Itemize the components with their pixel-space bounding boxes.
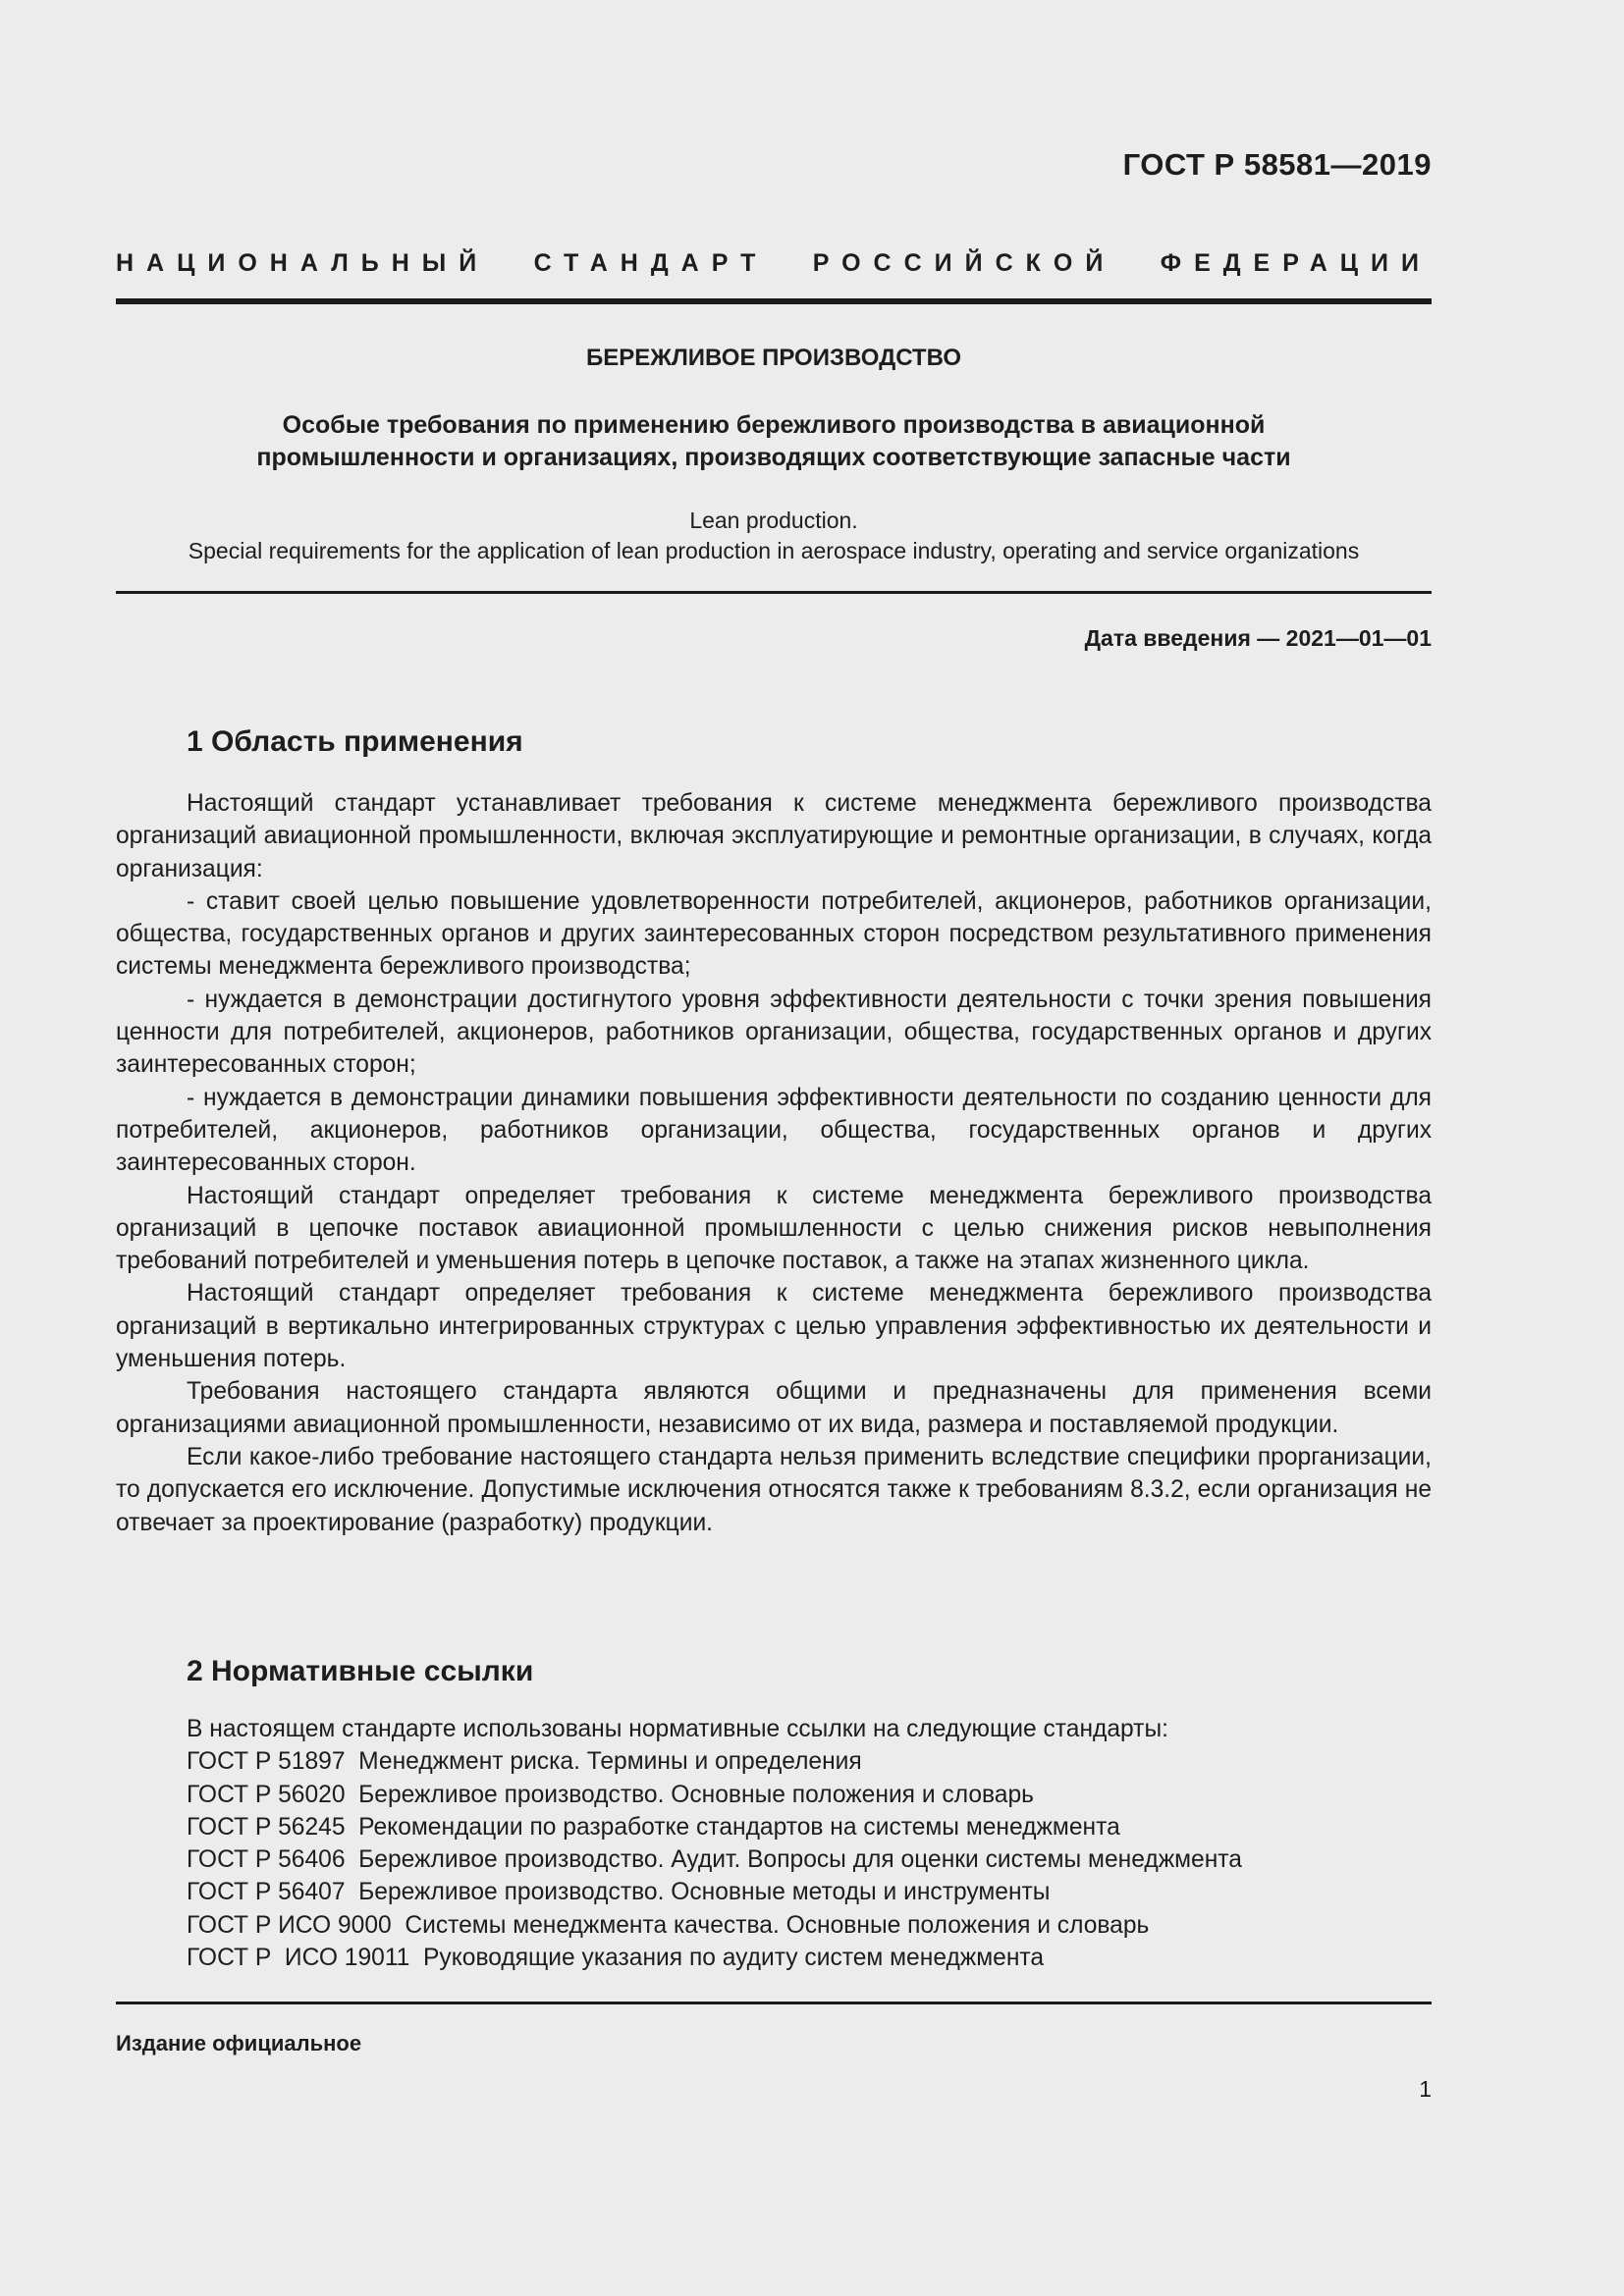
national-standard-banner — [116, 249, 1432, 278]
reference-item: ГОСТ Р ИСО 19011 Руководящие указания по аудиту систем менеджмента — [187, 1945, 1045, 1972]
footer-divider — [116, 2002, 1432, 2004]
paragraph: Требования настоящего стандарта являются общими и предназначены для применения всеми организациями авиационной промышленности, независимо от их вида, размера и поставляемой продукции. — [116, 1378, 1432, 1438]
section-1-body — [116, 787, 1432, 1539]
subtitle-line: Особые требования по применению бережливого производства в авиационной — [282, 411, 1266, 439]
paragraph: Настоящий стандарт определяет требования к системе менеджмента бережливого производства организаций в цепочке поставок авиационной промышленности с целью снижения рисков невыполнения требований потребителей и уменьшения потерь в цепочке поставок, а также на этапах жизненного цикла. — [116, 1182, 1432, 1275]
subtitle-line: промышленности и организациях, производящих соответствующие запасные части — [256, 444, 1291, 471]
page-number: 1 — [1419, 2076, 1432, 2102]
reference-item: ГОСТ Р 56245 Рекомендации по разработке стандартов на системы менеджмента — [187, 1813, 1120, 1841]
paragraph: - нуждается в демонстрации достигнутого уровня эффективности деятельности с точки зрения повышения ценности для потребителей, акционеров, работников организации, общества, государственных органов и других заинтересованных сторон; — [116, 986, 1432, 1079]
banner-word: НАЦИОНАЛЬНЫЙ — [116, 249, 490, 277]
banner-word: ФЕДЕРАЦИИ — [1160, 249, 1432, 277]
edition-label: Издание официальное — [116, 2031, 362, 2056]
paragraph: - ставит своей целью повышение удовлетворенности потребителей, акционеров, работников организации, общества, государственных органов и других заинтересованных сторон посредством результативного применения системы менеджмента бережливого производства; — [116, 887, 1432, 981]
reference-item: ГОСТ Р ИСО 9000 Системы менеджмента качества. Основные положения и словарь — [187, 1911, 1150, 1939]
header-divider — [116, 298, 1432, 304]
introduction-date: Дата введения — 2021—01—01 — [1084, 625, 1432, 651]
document-title: БЕРЕЖЛИВОЕ ПРОИЗВОДСТВО — [585, 345, 961, 371]
title-divider — [116, 591, 1432, 594]
normative-references — [187, 1713, 1242, 1974]
banner-word: СТАНДАРТ — [533, 249, 769, 277]
english-title-line: Special requirements for the application of lean production in aerospace industry, operating and service organizations — [188, 538, 1360, 563]
document-page — [116, 0, 1432, 2296]
paragraph: Если какое-либо требование настоящего стандарта нельзя применить вследствие специфики пpорганизации, то допускается его исключение. Допустимые исключения относятся также к требованиям 8.3.2, если организация не отвечает за проектирование (разработку) продукции. — [116, 1443, 1432, 1536]
document-subtitle — [116, 409, 1432, 474]
section-2-heading: 2 Нормативные ссылки — [187, 1655, 534, 1687]
document-number: ГОСТ Р 58581—2019 — [1122, 147, 1432, 182]
paragraph: Настоящий стандарт определяет требования к системе менеджмента бережливого производства организаций в вертикально интегрированных структурах с целью управления эффективностью их деятельности и уменьшения потерь. — [116, 1280, 1432, 1373]
reference-item: ГОСТ Р 56407 Бережливое производство. Основные методы и инструменты — [187, 1879, 1051, 1906]
reference-item: ГОСТ Р 56020 Бережливое производство. Основные положения и словарь — [187, 1781, 1034, 1808]
english-title — [116, 506, 1432, 566]
reference-item: ГОСТ Р 56406 Бережливое производство. Аудит. Вопросы для оценки системы менеджмента — [187, 1846, 1242, 1874]
banner-word: РОССИЙСКОЙ — [812, 249, 1116, 277]
reference-item: ГОСТ Р 51897 Менеджмент риска. Термины и определения — [187, 1748, 862, 1776]
english-title-line: Lean production. — [689, 507, 858, 533]
references-intro: В настоящем стандарте использованы нормативные ссылки на следующие стандарты: — [187, 1716, 1168, 1742]
section-1-heading: 1 Область применения — [187, 725, 523, 758]
paragraph: - нуждается в демонстрации динамики повышения эффективности деятельности по созданию ценности для потребителей, акционеров, работников организации, общества, государственных органов и других заинтересованных сторон. — [116, 1084, 1432, 1177]
paragraph: Настоящий стандарт устанавливает требования к системе менеджмента бережливого производства организаций авиационной промышленности, включая эксплуатирующие и ремонтные организации, в случаях, когда организация: — [116, 790, 1432, 882]
